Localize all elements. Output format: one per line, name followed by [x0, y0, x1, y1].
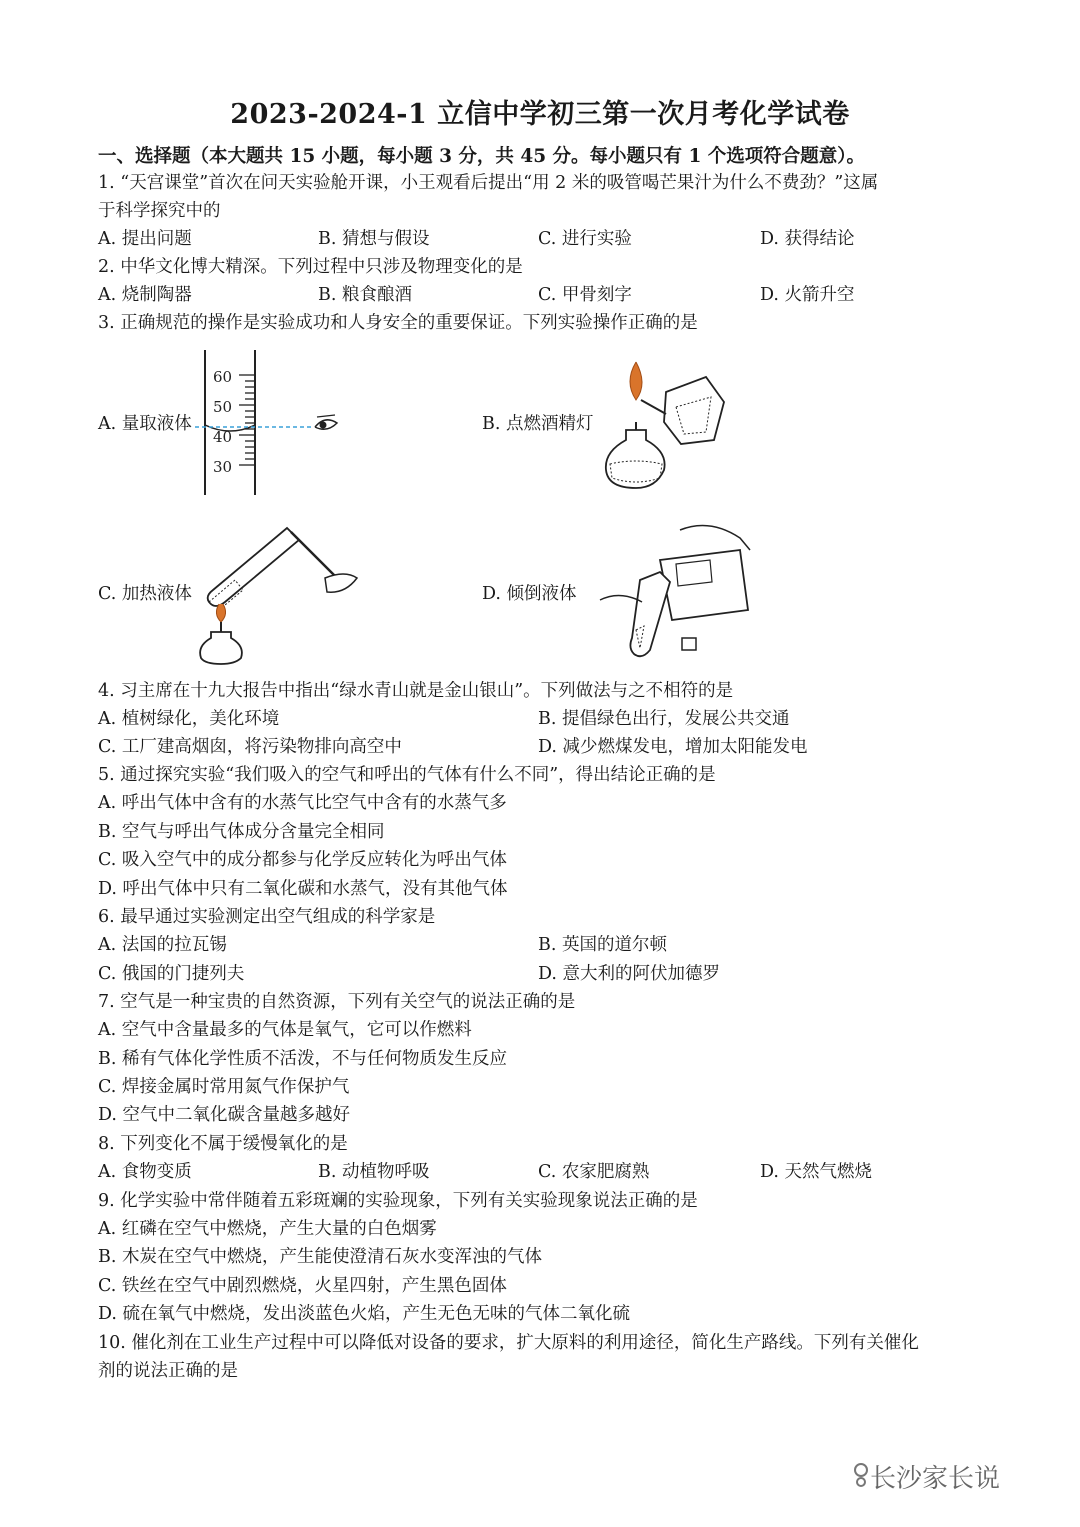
q6-option-d: D. 意大利的阿伏加德罗 [538, 964, 721, 984]
q8-option-d: D. 天然气燃烧 [760, 1162, 873, 1182]
q10-stem-line2: 剂的说法正确的是 [98, 1361, 238, 1381]
cylinder-tick-30: 30 [213, 458, 233, 476]
q1-option-a: A. 提出问题 [98, 229, 192, 249]
pouring-liquid-figure [580, 520, 760, 660]
q8-option-a: A. 食物变质 [98, 1162, 192, 1182]
q4-option-b: B. 提倡绿色出行，发展公共交通 [538, 709, 790, 729]
q3-stem: 3. 正确规范的操作是实验成功和人身安全的重要保证。下列实验操作正确的是 [98, 313, 698, 333]
q4-option-d: D. 减少燃煤发电，增加太阳能发电 [538, 737, 808, 757]
q5-option-d: D. 呼出气体中只有二氧化碳和水蒸气，没有其他气体 [98, 879, 508, 899]
q9-option-b: B. 木炭在空气中燃烧，产生能使澄清石灰水变浑浊的气体 [98, 1247, 542, 1267]
q1-stem-line2: 于科学探究中的 [98, 201, 221, 221]
section-heading: 一、选择题（本大题共 15 小题，每小题 3 分，共 45 分。每小题只有 1 个选项符合题意）。 [98, 146, 866, 167]
q1-option-b: B. 猜想与假设 [318, 229, 430, 249]
q7-option-c: C. 焊接金属时常用氮气作保护气 [98, 1077, 350, 1097]
q4-option-c: C. 工厂建高烟囱，将污染物排向高空中 [98, 737, 402, 757]
q6-option-c: C. 俄国的门捷列夫 [98, 964, 245, 984]
q4-stem: 4. 习主席在十九大报告中指出“绿水青山就是金山银山”。下列做法与之不相符的是 [98, 681, 734, 701]
wechat-channel-icon [852, 1462, 870, 1488]
q3-option-c: C. 加热液体 [98, 584, 192, 604]
q3-option-b: B. 点燃酒精灯 [482, 414, 594, 434]
graduated-cylinder-figure [195, 345, 355, 500]
q7-stem: 7. 空气是一种宝贵的自然资源，下列有关空气的说法正确的是 [98, 992, 576, 1012]
q9-option-c: C. 铁丝在空气中剧烈燃烧，火星四射，产生黑色固体 [98, 1276, 507, 1296]
q6-option-a: A. 法国的拉瓦锡 [98, 935, 227, 955]
q1-option-c: C. 进行实验 [538, 229, 632, 249]
q1-option-d: D. 获得结论 [760, 229, 855, 249]
q8-stem: 8. 下列变化不属于缓慢氧化的是 [98, 1134, 348, 1154]
q7-option-a: A. 空气中含量最多的气体是氧气，它可以作燃料 [98, 1020, 472, 1040]
q4-option-a: A. 植树绿化，美化环境 [98, 709, 280, 729]
q5-option-a: A. 呼出气体中含有的水蒸气比空气中含有的水蒸气多 [98, 793, 507, 813]
heating-liquid-figure [195, 518, 365, 668]
q2-stem: 2. 中华文化博大精深。下列过程中只涉及物理变化的是 [98, 257, 523, 277]
q2-option-a: A. 烧制陶器 [98, 285, 192, 305]
q7-option-b: B. 稀有气体化学性质不活泼，不与任何物质发生反应 [98, 1049, 507, 1069]
q5-option-b: B. 空气与呼出气体成分含量完全相同 [98, 822, 385, 842]
q9-option-a: A. 红磷在空气中燃烧，产生大量的白色烟雾 [98, 1219, 437, 1239]
q8-option-b: B. 动植物呼吸 [318, 1162, 430, 1182]
q10-stem-line1: 10. 催化剂在工业生产过程中可以降低对设备的要求，扩大原料的利用途径，简化生产路线。下列有关催化 [98, 1333, 919, 1353]
page-title: 2023-2024-1 立信中学初三第一次月考化学试卷 [230, 99, 850, 130]
q5-option-c: C. 吸入空气中的成分都参与化学反应转化为呼出气体 [98, 850, 507, 870]
q2-option-d: D. 火箭升空 [760, 285, 855, 305]
watermark-text: 长沙家长说 [870, 1464, 1001, 1494]
q8-option-c: C. 农家肥腐熟 [538, 1162, 650, 1182]
q3-option-a: A. 量取液体 [98, 414, 192, 434]
q7-option-d: D. 空气中二氧化碳含量越多越好 [98, 1105, 351, 1125]
q2-option-c: C. 甲骨刻字 [538, 285, 632, 305]
q3-option-d: D. 倾倒液体 [482, 584, 577, 604]
q5-stem: 5. 通过探究实验“我们吸入的空气和呼出的气体有什么不同”，得出结论正确的是 [98, 765, 716, 785]
q6-stem: 6. 最早通过实验测定出空气组成的科学家是 [98, 907, 436, 927]
q6-option-b: B. 英国的道尔顿 [538, 935, 667, 955]
q9-stem: 9. 化学实验中常伴随着五彩斑斓的实验现象，下列有关实验现象说法正确的是 [98, 1191, 698, 1211]
q2-option-b: B. 粮食酿酒 [318, 285, 412, 305]
q9-option-d: D. 硫在氧气中燃烧，发出淡蓝色火焰，产生无色无味的气体二氧化硫 [98, 1304, 631, 1324]
cylinder-tick-60: 60 [213, 368, 233, 386]
q1-stem-line1: 1. “天宫课堂”首次在问天实验舱开课，小王观看后提出“用 2 米的吸管喝芒果汁为什么不费劲？”这属 [98, 173, 879, 193]
cylinder-tick-40: 40 [213, 428, 233, 446]
cylinder-tick-50: 50 [213, 398, 233, 416]
eye-icon [315, 415, 337, 429]
alcohol-lamp-lighting-figure [596, 352, 736, 492]
